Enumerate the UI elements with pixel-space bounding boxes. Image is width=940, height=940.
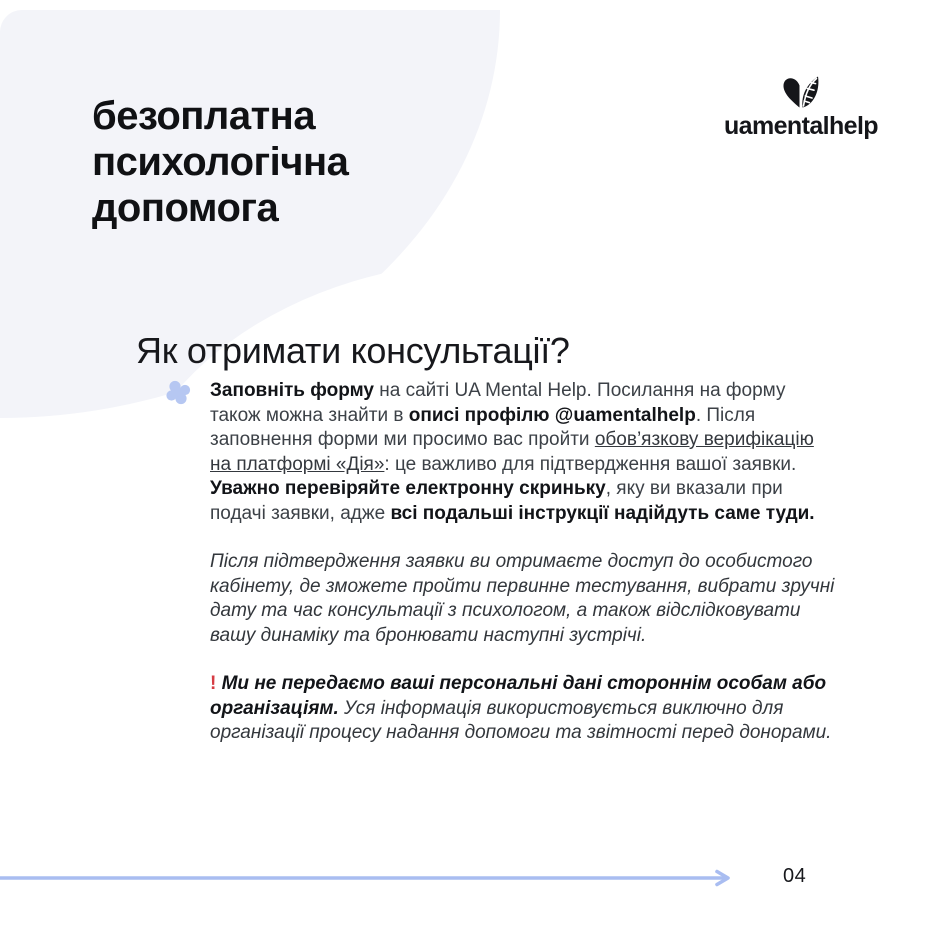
logo-wordmark: uamentalhelp (724, 112, 878, 140)
paragraphs (210, 379, 838, 746)
text-segment: на сайті UA Mental Help. Посилання на форму також можна знайти в (210, 380, 786, 426)
text-segment: , яку ви вказали при подачі заявки, адже (210, 478, 783, 524)
text-segment: Після підтвердження заявки ви отримаєте доступ до особистого кабінету, де зможете пройти первинне тестування, вибрати зручні дату та час консультації з психологом, а також відслідковувати вашу динаміку та бронювати наступні зустрічі. (210, 551, 835, 646)
section-heading: Як отримати консультації? (136, 329, 570, 371)
page-number: 04 (783, 865, 807, 887)
paragraph-after-confirmation (210, 550, 838, 648)
paragraph-how-to-apply (210, 379, 838, 526)
text-segment: Ми не передаємо ваші персональні дані стороннім особам або організаціям. (210, 673, 827, 719)
heart-leaf-icon (781, 74, 821, 110)
text-segment: ! (210, 673, 222, 694)
text-segment: Уся інформація використовується виключно для організації процесу надання допомоги та звітності перед донорами. (210, 697, 832, 743)
text-segment: Заповніть форму (210, 380, 374, 401)
paragraph-privacy-note (210, 672, 838, 746)
arrow-right-line (0, 869, 742, 887)
title-line: безоплатна (92, 93, 316, 138)
logo (716, 74, 886, 141)
diia-verification-link[interactable]: обов’язкову верифікацію на платформі «Дія» (210, 429, 814, 475)
slide-title (92, 93, 348, 231)
text-segment: . Після заповнення форми ми просимо вас пройти (210, 404, 756, 450)
title-line: допомога (92, 185, 279, 230)
flower-icon (164, 379, 194, 409)
text-segment: всі подальші інструкції надійдуть саме туди. (390, 502, 815, 524)
text-segment: : це важливо для підтвердження вашої заявки. (384, 453, 797, 475)
title-line: психологічна (92, 139, 349, 184)
text-segment: описі профілю @uamentalhelp (408, 404, 696, 426)
text-segment: Уважно перевіряйте електронну скриньку (210, 478, 606, 499)
content-block (210, 379, 838, 770)
